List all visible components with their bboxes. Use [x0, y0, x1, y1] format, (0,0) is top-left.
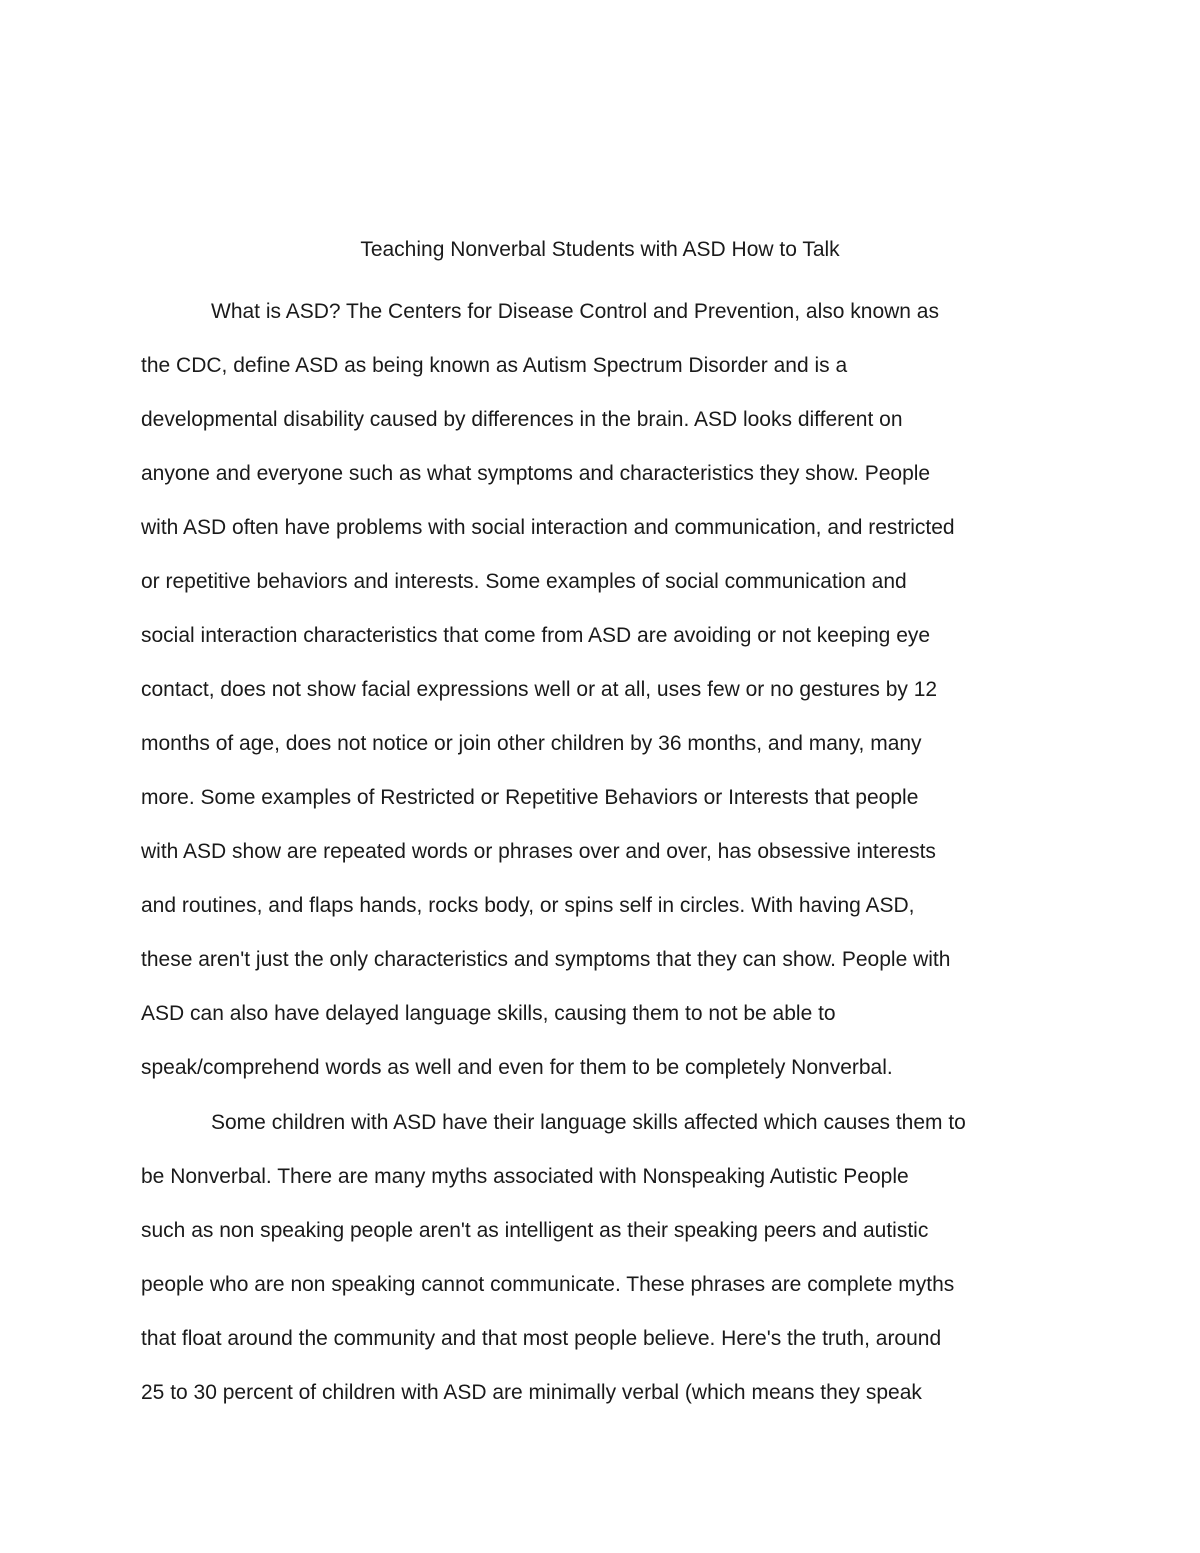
text-line: these aren't just the only characteristics and symptoms that they can show. People with — [141, 948, 951, 971]
text-line: and routines, and flaps hands, rocks body, or spins self in circles. With having ASD, — [141, 894, 915, 917]
text-line: months of age, does not notice or join other children by 36 months, and many, many — [141, 732, 922, 755]
text-line: 25 to 30 percent of children with ASD are minimally verbal (which means they speak — [141, 1381, 922, 1404]
text-line: more. Some examples of Restricted or Repetitive Behaviors or Interests that people — [141, 786, 919, 809]
text-line: the CDC, define ASD as being known as Autism Spectrum Disorder and is a — [141, 354, 848, 377]
text-line: speak/comprehend words as well and even for them to be completely Nonverbal. — [141, 1056, 893, 1079]
text-line: with ASD often have problems with social interaction and communication, and restricted — [141, 516, 955, 539]
text-line: contact, does not show facial expressions well or at all, uses few or no gestures by 12 — [141, 678, 938, 701]
text-line: such as non speaking people aren't as intelligent as their speaking peers and autistic — [141, 1219, 929, 1242]
text-line: developmental disability caused by differences in the brain. ASD looks different on — [141, 408, 903, 431]
text-line: people who are non speaking cannot communicate. These phrases are complete myths — [141, 1273, 955, 1296]
text-line: anyone and everyone such as what symptoms and characteristics they show. People — [141, 462, 931, 485]
text-line: What is ASD? The Centers for Disease Control and Prevention, also known as — [211, 300, 939, 323]
text-line: Some children with ASD have their language skills affected which causes them to — [211, 1111, 966, 1134]
text-line: with ASD show are repeated words or phrases over and over, has obsessive interests — [141, 840, 936, 863]
text-line: be Nonverbal. There are many myths associated with Nonspeaking Autistic People — [141, 1165, 909, 1188]
text-line: that float around the community and that most people believe. Here's the truth, around — [141, 1327, 942, 1350]
text-line: social interaction characteristics that come from ASD are avoiding or not keeping eye — [141, 624, 931, 647]
text-line: ASD can also have delayed language skills, causing them to not be able to — [141, 1002, 836, 1025]
text-line: or repetitive behaviors and interests. Some examples of social communication and — [141, 570, 907, 593]
document-title: Teaching Nonverbal Students with ASD How to Talk — [360, 238, 840, 261]
